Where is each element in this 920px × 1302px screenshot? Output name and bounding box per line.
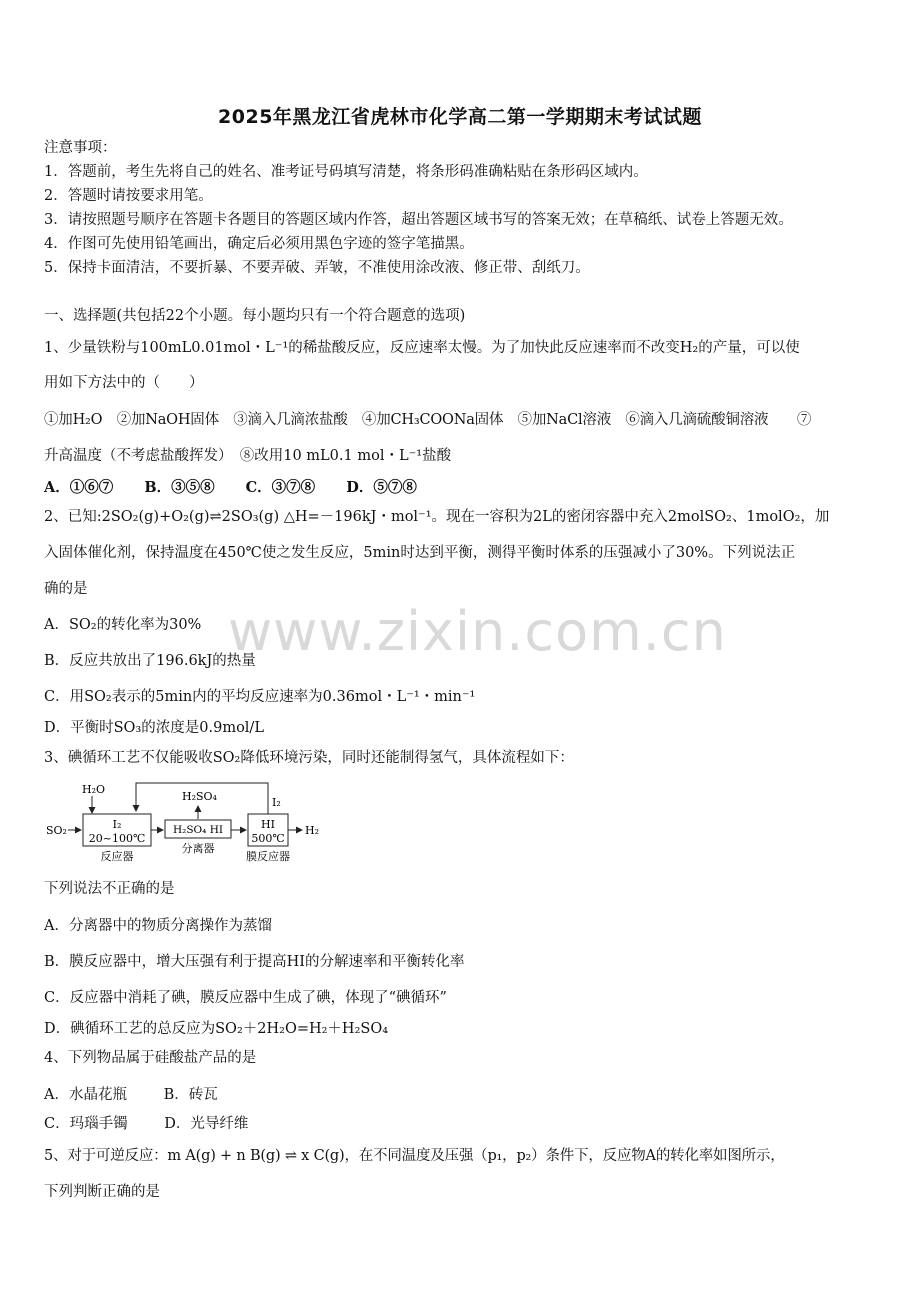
q1-option-a: A．①⑥⑦: [44, 479, 114, 496]
q1-option-b: B．③⑤⑧: [144, 479, 215, 496]
q4-stem: 4、下列物品属于硅酸盐产品的是: [44, 1050, 257, 1066]
q1-option-c: C．③⑦⑧: [245, 479, 316, 496]
q2-option-b: B．反应共放出了196.6kJ的热量: [44, 653, 256, 669]
notice-item: 1．答题前，考生先将自己的姓名、准考证号码填写清楚，将条形码准确粘贴在条形码区域内。: [44, 164, 648, 180]
reactor-i2: I₂: [112, 818, 122, 831]
notice-heading: 注意事项：: [44, 140, 117, 156]
q3-option-d: D．碘循环工艺的总反应为SO₂＋2H₂O=H₂＋H₂SO₄: [44, 1021, 389, 1037]
watermark: www.zixin.com.cn: [228, 600, 727, 663]
q2-stem: 2、已知:2SO₂(g)+O₂(g)⇌2SO₃(g) △H=－196kJ・mol⁻¹。现在一容积为2L的密闭容器中充入2molSO₂、1molO₂，加: [44, 509, 830, 525]
q1-option-d: D．⑤⑦⑧: [346, 479, 417, 496]
notice-item: 4．作图可先使用铅笔画出，确定后必须用黑色字迹的签字笔描黑。: [44, 236, 474, 252]
q2-option-d: D．平衡时SO₃的浓度是0.9mol/L: [44, 720, 264, 736]
q2-option-c: C．用SO₂表示的5min内的平均反应速率为0.36mol・L⁻¹・min⁻¹: [44, 689, 476, 705]
q1-methods: 升高温度（不考虑盐酸挥发） ⑧改用10 mL0.1 mol・L⁻¹盐酸: [44, 448, 452, 464]
reactor-temperature: 20~100℃: [88, 832, 146, 845]
notice-item: 3．请按照题号顺序在答题卡各题目的答题区域内作答，超出答题区域书写的答案无效；在草稿纸、试卷上答题无效。: [44, 212, 793, 228]
membrane-hi: HI: [261, 818, 275, 831]
q4-option-d: D．光导纤维: [164, 1116, 249, 1132]
q3-option-a: A．分离器中的物质分离操作为蒸馏: [44, 918, 272, 934]
q4-option-a: A．水晶花瓶: [44, 1087, 127, 1103]
h2o-label: H₂O: [82, 783, 106, 796]
q3-option-b: B．膜反应器中，增大压强有利于提高HI的分解速率和平衡转化率: [44, 954, 465, 970]
q4-option-c: C．玛瑙手镯: [44, 1116, 128, 1132]
separator-label: 分离器: [181, 842, 215, 855]
q3-question: 下列说法不正确的是: [44, 881, 175, 897]
q1-methods: ①加H₂O ②加NaOH固体 ③滴入几滴浓盐酸 ④加CH₃COONa固体 ⑤加NaCl溶液 ⑥滴入几滴硫酸铜溶液 ⑦: [44, 412, 812, 428]
h2so4-out-label: H₂SO₄: [182, 790, 217, 803]
q2-stem: 入固体催化剂，保持温度在450℃使之发生反应，5min时达到平衡，测得平衡时体系的压强减小了30%。下列说法正: [44, 545, 796, 561]
notice-item: 5．保持卡面清洁，不要折暴、不要弄破、弄皱，不准使用涂改液、修正带、刮纸刀。: [44, 260, 590, 276]
q3-stem: 3、碘循环工艺不仅能吸收SO₂降低环境污染，同时还能制得氢气，具体流程如下：: [44, 750, 574, 766]
q4-option-b: B．砖瓦: [163, 1087, 218, 1103]
notice-item: 2．答题时请按要求用笔。: [44, 188, 213, 204]
so2-label: SO₂: [46, 824, 67, 837]
iodine-cycle-flow-diagram: [44, 778, 344, 870]
q5-stem: 5、对于可逆反应：m A(g) + n B(g) ⇌ x C(g)，在不同温度及压强（p₁，p₂）条件下，反应物A的转化率如图所示，: [44, 1148, 785, 1164]
q4-options-row2: [44, 1114, 274, 1134]
h2-label: H₂: [305, 824, 320, 837]
q5-stem: 下列判断正确的是: [44, 1184, 160, 1200]
membrane-temperature: 500℃: [251, 832, 285, 845]
separator-contents: H₂SO₄ HI: [172, 824, 224, 836]
q1-stem: 用如下方法中的（ ）: [44, 375, 204, 391]
q4-options-row1: [44, 1085, 244, 1105]
membrane-label: 膜反应器: [246, 850, 290, 863]
q3-option-c: C．反应器中消耗了碘，膜反应器中生成了碘，体现了“碘循环”: [44, 990, 447, 1006]
q2-stem: 确的是: [44, 581, 88, 597]
page-title: 2025年黑龙江省虎林市化学高二第一学期期末考试试题: [218, 106, 702, 128]
i2-recycle-label: I₂: [272, 796, 281, 809]
section-heading: 一、选择题(共包括22个小题。每小题均只有一个符合题意的选项): [44, 308, 466, 324]
reactor-label: 反应器: [100, 850, 134, 863]
q2-option-a: A．SO₂的转化率为30%: [44, 617, 202, 633]
q1-stem: 1、少量铁粉与100mL0.01mol・L⁻¹的稀盐酸反应，反应速率太慢。为了加快此反应速率而不改变H₂的产量，可以使: [44, 340, 800, 356]
q1-options: [44, 478, 443, 498]
